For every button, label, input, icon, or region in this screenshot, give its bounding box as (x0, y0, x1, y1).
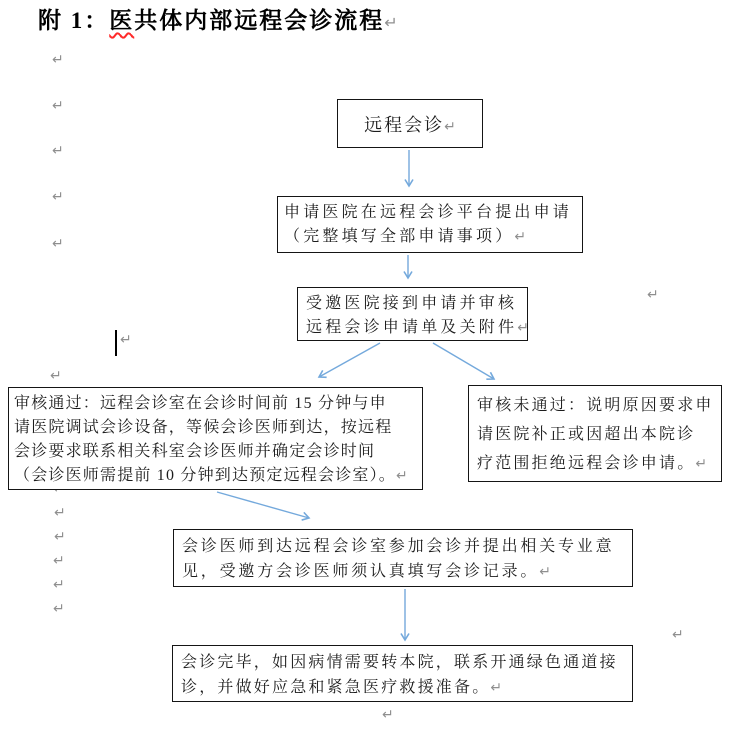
connector-arrow-approved-attend[interactable] (217, 492, 309, 518)
flow-node-text: 申请医院在远程会诊平台提出申请 (284, 204, 573, 221)
flow-node-review[interactable] (297, 287, 528, 341)
paragraph-return-mark: ↵ (444, 118, 456, 135)
flow-node-text: （完整填写全部申请事项） (284, 228, 515, 245)
flow-node-text: （会诊医师需提前 10 分钟到达预定远程会诊室）。 (14, 467, 397, 484)
flow-node-text: 审核通过：远程会诊室在会诊时间前 15 分钟与申 (14, 395, 387, 412)
flow-node-text: 受邀医院接到申请并审核 (306, 295, 518, 312)
flow-node-text: 审核未通过：说明原因要求申 (477, 397, 714, 414)
paragraph-return-mark: ↵ (52, 52, 64, 68)
flow-node-text: 远程会诊 (364, 114, 445, 135)
paragraph-return-mark: ↵ (647, 287, 659, 303)
flow-node-text: 疗范围拒绝远程会诊申请。 (477, 455, 696, 472)
paragraph-return-mark: ↵ (52, 189, 64, 205)
flow-node-text: 会诊医师到达远程会诊室参加会诊并提出相关专业意 (182, 538, 615, 555)
paragraph-return-mark: ↵ (52, 143, 64, 159)
paragraph-return-mark: ↵ (517, 320, 529, 336)
flow-node-text: 诊，并做好应急和紧急医疗救援准备。 (181, 679, 491, 696)
paragraph-return-mark: ↵ (53, 553, 65, 569)
connector-arrow-review-rejected[interactable] (433, 343, 494, 379)
paragraph-return-mark: ↵ (514, 229, 527, 245)
paragraph-return-mark: ↵ (53, 601, 65, 617)
flow-node-apply[interactable] (277, 196, 583, 253)
page-title (38, 2, 398, 35)
paragraph-return-mark: ↵ (382, 707, 394, 723)
paragraph-return-mark: ↵ (672, 627, 684, 643)
flow-node-text: 会诊要求联系相关科室会诊医师并确定会诊时间 (14, 443, 376, 460)
paragraph-return-mark: ↵ (53, 577, 65, 593)
text-cursor (115, 330, 117, 356)
paragraph-return-mark: ↵ (539, 564, 551, 580)
title-rest: 共体内部远程会诊流程 (134, 8, 385, 33)
flow-node-text: 请医院调试会诊设备，等候会诊医师到达，按远程 (14, 419, 393, 436)
flow-node-finish[interactable] (172, 645, 633, 702)
paragraph-return-mark: ↵ (54, 505, 66, 521)
flow-node-text: 远程会诊申请单及关附件 (306, 319, 518, 336)
paragraph-return-mark: ↵ (384, 13, 398, 32)
title-spellcheck-word: 医 (109, 8, 135, 33)
connector-arrow-review-approved[interactable] (319, 343, 380, 377)
flow-node-start[interactable] (337, 99, 483, 148)
paragraph-return-mark: ↵ (396, 468, 408, 484)
paragraph-return-mark: ↵ (695, 456, 708, 472)
flow-node-approved[interactable] (8, 387, 423, 490)
flow-node-text: 会诊完毕，如因病情需要转本院，联系开通绿色通道接 (181, 654, 618, 671)
paragraph-return-mark: ↵ (52, 236, 64, 252)
title-prefix: 附 1： (38, 8, 110, 33)
paragraph-return-mark: ↵ (54, 529, 66, 545)
paragraph-return-mark: ↵ (490, 680, 503, 696)
paragraph-return-mark: ↵ (120, 332, 132, 348)
flow-node-rejected[interactable] (468, 385, 722, 482)
paragraph-return-mark: ↵ (52, 98, 64, 114)
flow-node-attend[interactable] (173, 529, 633, 587)
paragraph-return-mark: ↵ (50, 368, 62, 384)
flow-node-text: 请医院补正或因超出本院诊 (477, 426, 696, 443)
flow-node-text: 见，受邀方会诊医师须认真填写会诊记录。 (182, 563, 540, 580)
